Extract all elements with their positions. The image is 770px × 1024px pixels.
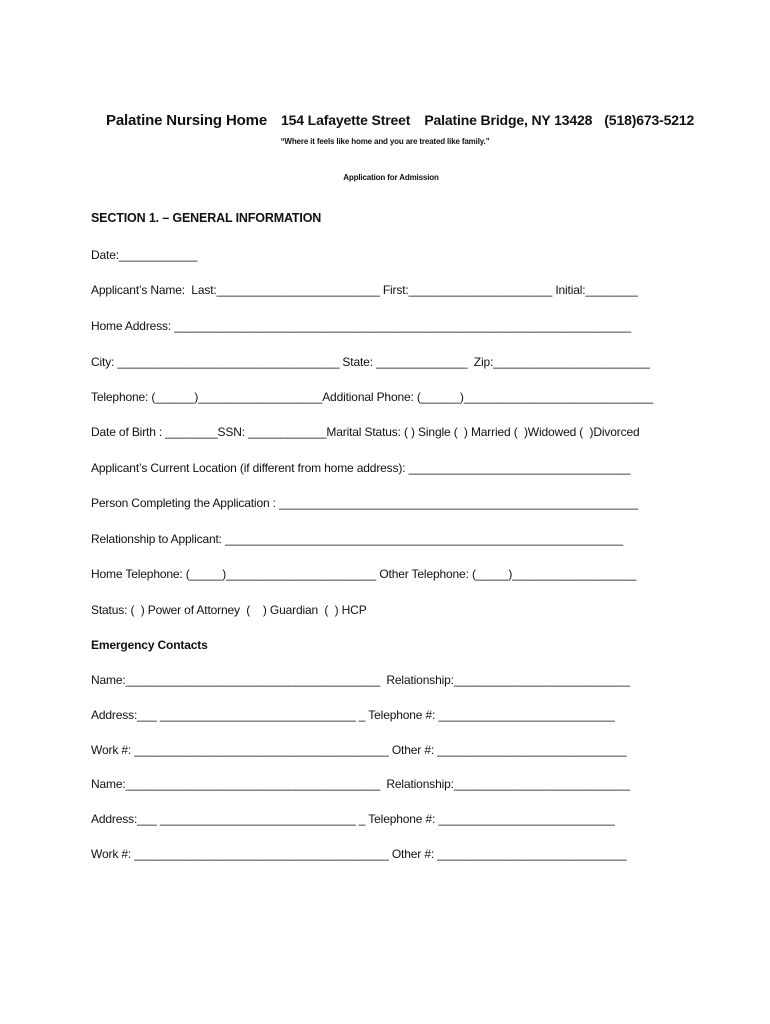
tagline: “Where it feels like home and you are treated like family.”: [280, 137, 490, 146]
organization-name: Palatine Nursing Home: [105, 112, 268, 129]
applicant-name-field[interactable]: Applicant’s Name: Last:_________________________ First:______________________ Initial:________: [91, 283, 638, 297]
contact-1-name-relationship[interactable]: Name:_______________________________________ Relationship:___________________________: [91, 673, 630, 687]
current-location-field[interactable]: Applicant’s Current Location (if different from home address): __________________________________: [91, 461, 631, 475]
home-address-field[interactable]: Home Address: ______________________________________________________________________: [91, 319, 631, 333]
city-state-zip-field[interactable]: City: __________________________________ State: ______________ Zip:________________________: [91, 355, 650, 369]
organization-phone: (518)673-5212: [604, 112, 695, 128]
contact-1-address-telephone[interactable]: Address:___ ______________________________ _ Telephone #: ___________________________: [91, 708, 615, 722]
emergency-contacts-heading: Emergency Contacts: [91, 638, 208, 652]
contact-2-name-relationship[interactable]: Name:_______________________________________ Relationship:___________________________: [91, 777, 630, 791]
telephone-field[interactable]: Telephone: (______)___________________Additional Phone: (______)_____________________________: [91, 390, 653, 404]
contact-2-work-other[interactable]: Work #: _______________________________________ Other #: _____________________________: [91, 847, 627, 861]
status-checkboxes[interactable]: Status: ( ) Power of Attorney ( ) Guardian ( ) HCP: [91, 603, 367, 617]
relationship-field[interactable]: Relationship to Applicant: _____________________________________________________________: [91, 532, 623, 546]
date-field[interactable]: Date:____________: [91, 248, 198, 262]
organization-city: Palatine Bridge, NY 13428: [424, 112, 593, 128]
contact-2-address-telephone[interactable]: Address:___ ______________________________ _ Telephone #: ___________________________: [91, 812, 615, 826]
home-other-telephone-field[interactable]: Home Telephone: (_____)_______________________ Other Telephone: (_____)___________________: [91, 567, 637, 581]
contact-1-work-other[interactable]: Work #: _______________________________________ Other #: _____________________________: [91, 743, 627, 757]
organization-address: 154 Lafayette Street: [281, 112, 411, 128]
document-title: Application for Admission: [343, 173, 439, 182]
dob-ssn-marital-field[interactable]: Date of Birth : ________SSN: ____________Marital Status: ( ) Single ( ) Married ( )Widowed ( )Divorced: [91, 425, 640, 439]
section-1-heading: SECTION 1. – GENERAL INFORMATION: [91, 211, 322, 225]
person-completing-field[interactable]: Person Completing the Application : _______________________________________________________: [91, 496, 638, 510]
